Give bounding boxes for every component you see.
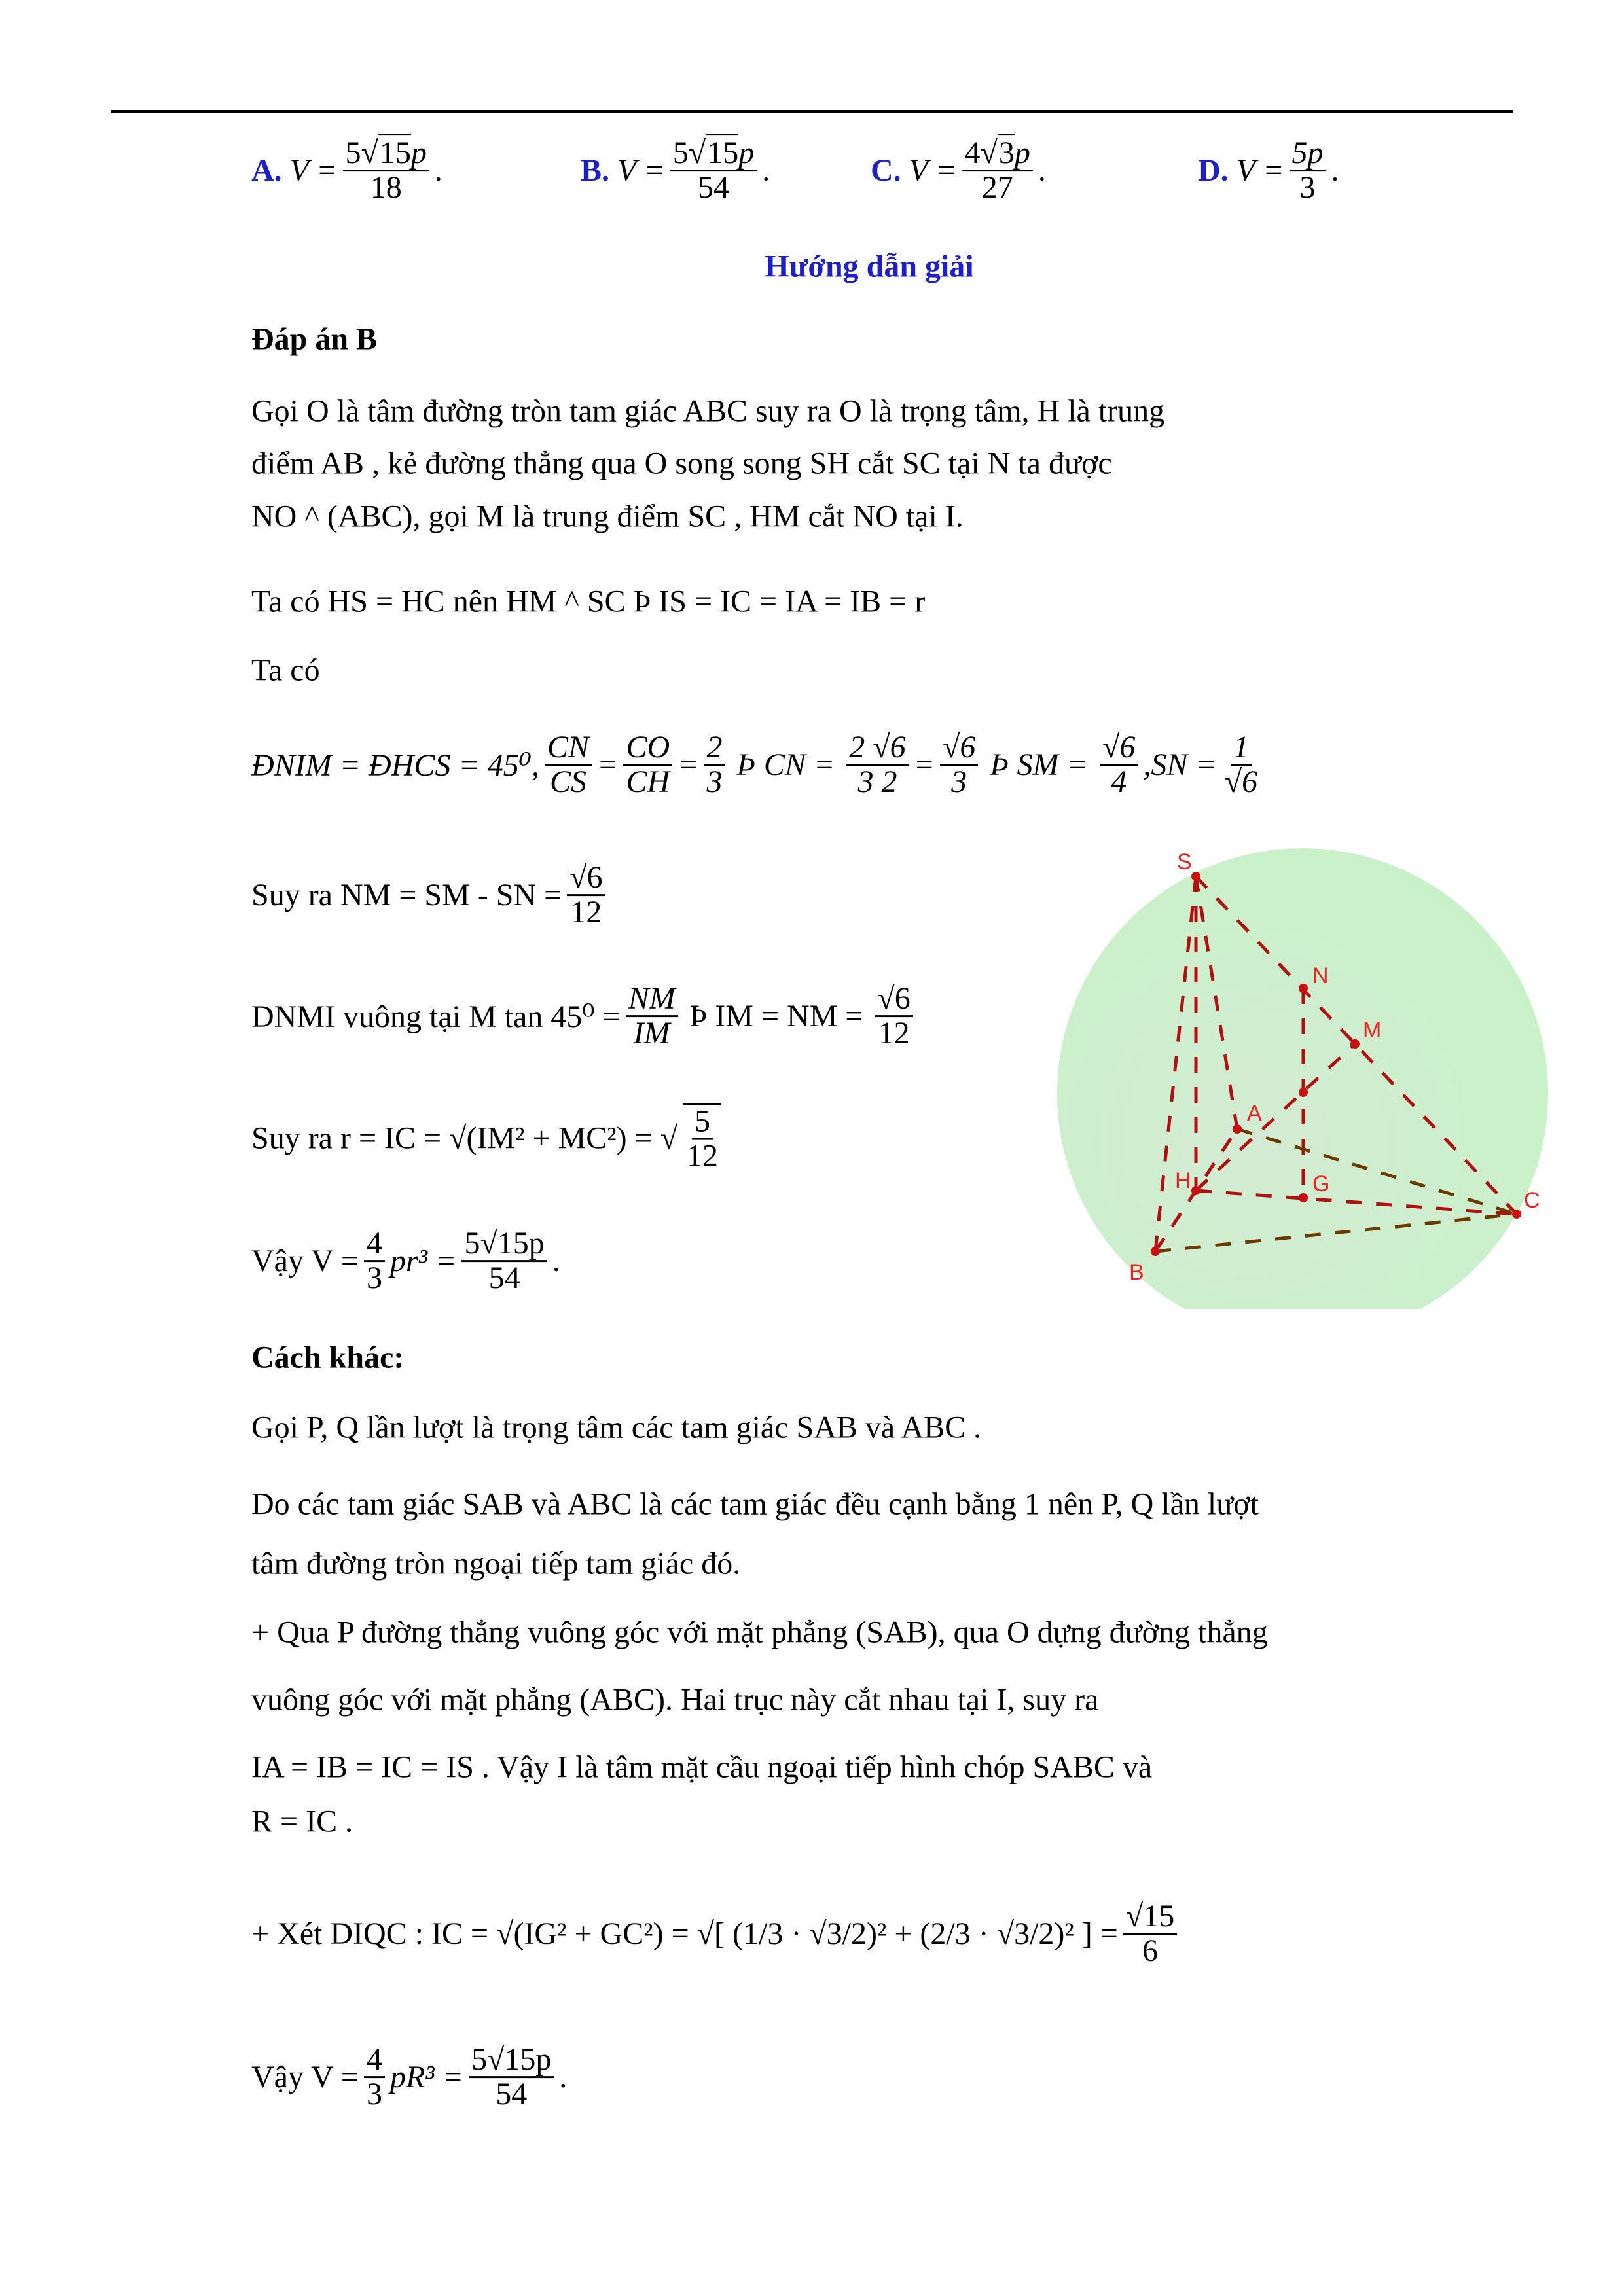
solution-heading: Hướng dẫn giải: [765, 249, 974, 284]
num: √6: [940, 731, 978, 766]
den: 12: [878, 1016, 910, 1051]
num: NM: [626, 982, 678, 1017]
option-letter: A.: [251, 153, 282, 188]
alt-line7: R = IC .: [251, 1804, 353, 1839]
equation-angles: ÐNIM = ÐHCS = 45⁰, $\frac{CN}{CS}$ = $\frac{CO}{CH}$ = $\frac{2}{3}$ Þ CN = $\frac{2 √6}{3 2}$ = $\frac{√6}{3}$ Þ SM = $\frac{√6}{4}$ ,SN = $\frac{1}{√6}$: [251, 731, 1265, 799]
num: √6: [567, 861, 605, 896]
label-m: M: [1363, 1018, 1382, 1043]
num: 2: [704, 731, 725, 766]
denominator: 18: [370, 170, 402, 206]
alt-line6: IA = IB = IC = IS . Vậy I là tâm mặt cầu ngoại tiếp hình chóp SABC và: [251, 1749, 1153, 1785]
tail: p: [1014, 135, 1030, 171]
den: CH: [626, 764, 670, 800]
pyramid-sphere-figure: [1047, 838, 1558, 1309]
coef: 5p: [1291, 135, 1324, 171]
alt-line1: Gọi P, Q lần lượt là trọng tâm các tam giác SAB và ABC .: [251, 1410, 982, 1445]
num: 4: [364, 2043, 385, 2078]
den: 54: [496, 2077, 528, 2112]
radicand: 15: [706, 134, 738, 170]
label-c: C: [1524, 1188, 1540, 1213]
eq-text: ÐNIM = ÐHCS = 45⁰,: [251, 748, 540, 783]
para1-line3: NO ^ (ABC), gọi M là trung điểm SC , HM cắt NO tại I.: [251, 499, 964, 534]
num: 5: [692, 1105, 713, 1140]
eq-text: Þ SM =: [990, 747, 1089, 783]
den: 3: [951, 764, 967, 800]
eq-text: ,SN =: [1143, 747, 1217, 783]
eq-text: Þ CN =: [736, 747, 835, 783]
option-letter: D.: [1198, 153, 1229, 188]
top-rule: [111, 110, 1513, 113]
tail: p: [738, 135, 755, 171]
den: 12: [687, 1139, 719, 1174]
alt-heading: Cách khác:: [251, 1340, 405, 1375]
den: 6: [1142, 1933, 1159, 1969]
num: 5√15p: [461, 1227, 547, 1262]
alt-line2: Do các tam giác SAB và ABC là các tam giác đều cạnh bằng 1 nên P, Q lần lượt: [251, 1486, 1259, 1522]
num: 4: [364, 1227, 385, 1262]
option-lhs: V =: [1236, 153, 1284, 188]
num: √6: [875, 982, 912, 1017]
den: 4: [1111, 764, 1127, 800]
den: 3 2: [857, 764, 897, 800]
eq-text: pr³ =: [389, 1244, 457, 1279]
equation-volume-2: [251, 2043, 567, 2111]
coef: 5√: [672, 135, 706, 171]
eq-text: .: [552, 1244, 560, 1279]
alt-line4: + Qua P đường thẳng vuông góc với mặt phẳng (SAB), qua O dựng đường thẳng: [251, 1615, 1268, 1650]
radicand: 15: [378, 134, 411, 170]
equation-r: [251, 1103, 726, 1174]
den: 12: [570, 895, 602, 930]
eq-text: Vậy V =: [251, 1244, 359, 1279]
option-c: C. V = $\frac{4√3p}{27}$ .: [871, 137, 1046, 205]
option-b: B. V = $\frac{5√15p}{54}$ .: [581, 137, 770, 205]
num: CO: [623, 731, 672, 766]
tail: p: [410, 135, 427, 171]
alt-line3: tâm đường tròn ngoại tiếp tam giác đó.: [251, 1546, 741, 1581]
den: 3: [366, 2077, 382, 2112]
eq-text: Suy ra NM = SM - SN =: [251, 878, 562, 913]
eq-text: Þ IM = NM =: [689, 999, 863, 1034]
denominator: 27: [981, 170, 1013, 206]
option-lhs: V =: [909, 153, 957, 188]
label-h: H: [1175, 1168, 1191, 1193]
para1-line2: điểm AB , kẻ đường thẳng qua O song song SH cắt SC tại N ta được: [251, 446, 1112, 481]
den: CS: [550, 764, 587, 800]
eq-text: + Xét DIQC : IC = √(IG² + GC²) = √[ (1/3 · √3/2)² + (2/3 · √3/2)² ] =: [251, 1916, 1118, 1952]
eq-text: Suy ra r = IC = √(IM² + MC²) = √: [251, 1121, 678, 1156]
num: 5√15p: [469, 2043, 554, 2078]
label-b: B: [1129, 1260, 1144, 1285]
eq-text: .: [559, 2060, 568, 2095]
num: √15: [1123, 1900, 1177, 1935]
eq-text: Vậy V =: [251, 2060, 359, 2095]
option-d: D. V = $\frac{5p}{3}$ .: [1198, 135, 1339, 206]
option-letter: B.: [581, 153, 610, 188]
hs-hc-line: Ta có HS = HC nên HM ^ SC Þ IS = IC = IA = IB = r: [251, 584, 926, 619]
option-letter: C.: [871, 153, 901, 188]
num: 1: [1231, 731, 1252, 766]
num: √6: [1100, 731, 1138, 766]
den: 54: [488, 1261, 520, 1296]
label-n: N: [1312, 963, 1329, 988]
equation-ic: [251, 1900, 1182, 1968]
den: √6: [1224, 764, 1258, 800]
coef: 5√: [345, 135, 378, 171]
option-lhs: V =: [617, 153, 665, 188]
label-g: G: [1312, 1172, 1330, 1196]
answer-label: Đáp án B: [251, 321, 378, 357]
option-a: A. V = $\frac{5√15p}{18}$ .: [251, 137, 442, 205]
ta-co-line: Ta có: [251, 653, 320, 688]
label-s: S: [1177, 850, 1192, 874]
alt-line5: vuông góc với mặt phẳng (ABC). Hai trục này cắt nhau tại I, suy ra: [251, 1682, 1099, 1717]
label-a: A: [1247, 1101, 1262, 1126]
equation-volume: [251, 1227, 560, 1295]
eq-text: DNMI vuông tại M tan 45⁰ =: [251, 999, 621, 1034]
den: IM: [633, 1016, 670, 1051]
equation-nmi: [251, 982, 918, 1050]
denominator: 54: [698, 170, 730, 206]
den: 3: [706, 764, 723, 800]
denominator: 3: [1299, 170, 1316, 206]
para1-line1: Gọi O là tâm đường tròn tam giác ABC suy ra O là trọng tâm, H là trung: [251, 393, 1165, 429]
num: 2 √6: [846, 731, 908, 766]
eq-text: pR³ =: [389, 2060, 464, 2095]
radicand: 3: [998, 134, 1015, 170]
den: 3: [366, 1261, 382, 1296]
coef: 4√: [964, 135, 998, 171]
equation-nm: [251, 861, 611, 929]
option-lhs: V =: [289, 153, 338, 188]
num: CN: [545, 731, 592, 766]
